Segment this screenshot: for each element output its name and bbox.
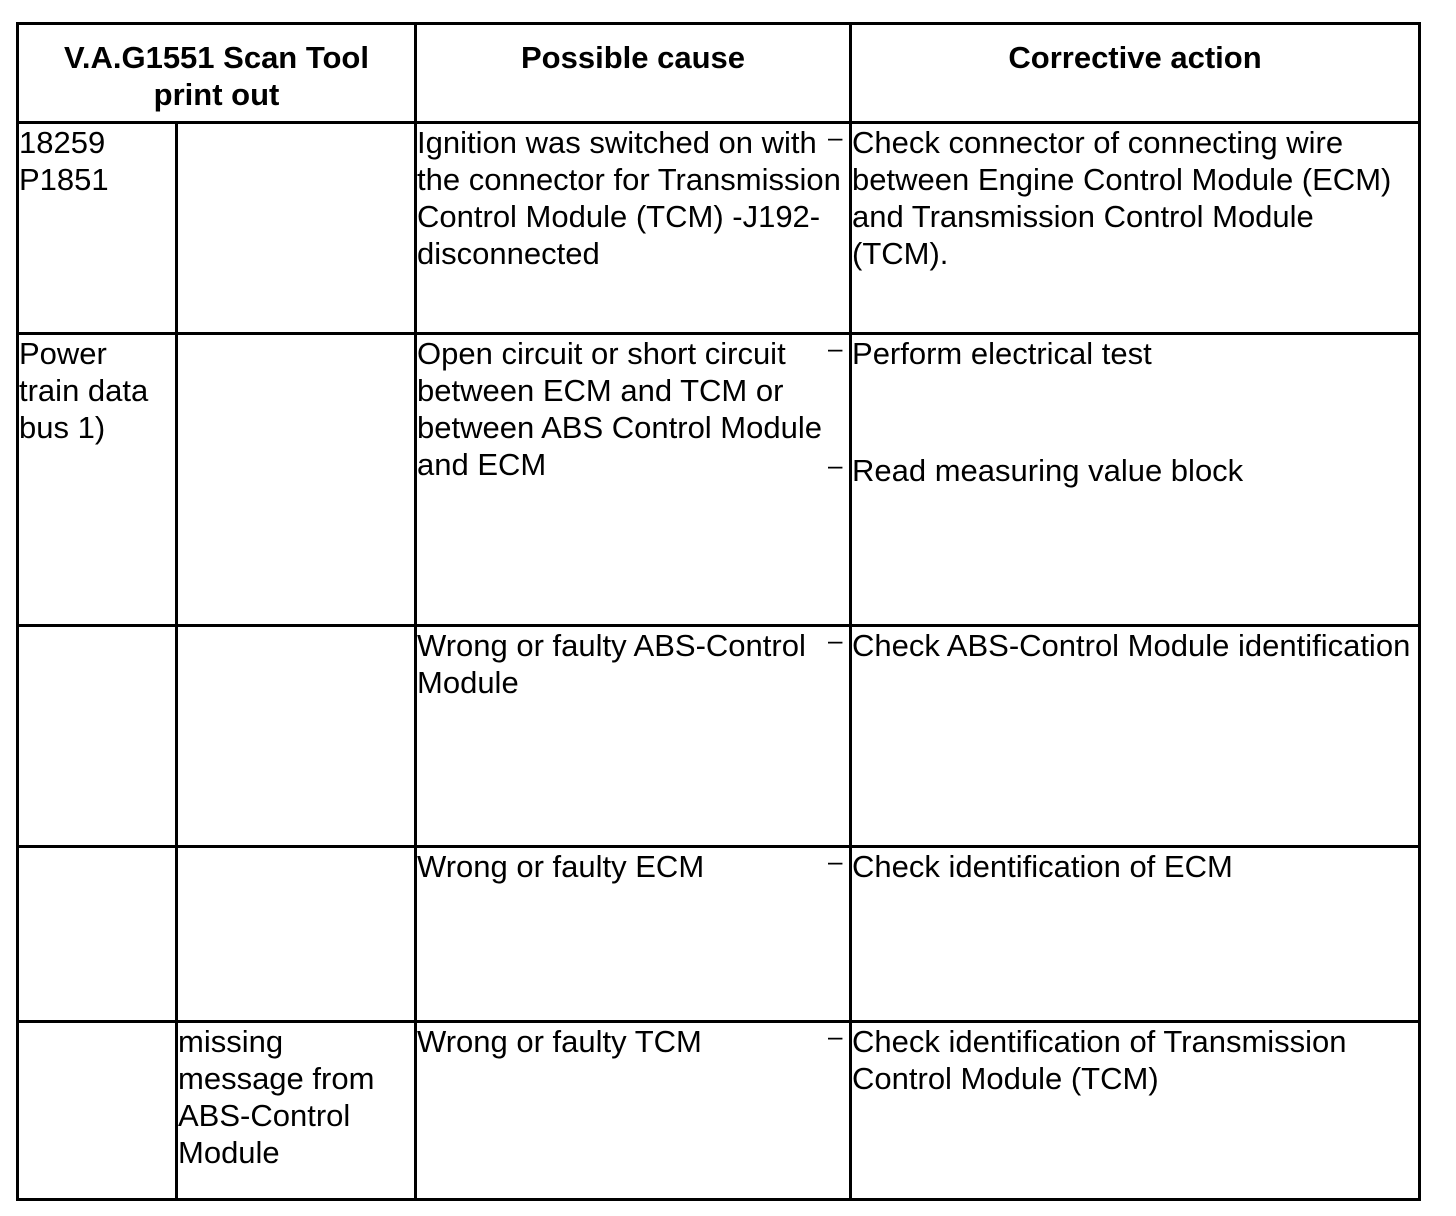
action-item bbox=[828, 846, 1418, 885]
action-text: Check ABS-Control Module identification bbox=[852, 628, 1411, 663]
action-text: Perform electrical test bbox=[852, 336, 1152, 371]
action-item bbox=[828, 122, 1418, 272]
action-text: Check identification of Transmission Control Module (TCM) bbox=[852, 1024, 1347, 1096]
bullet-dash: – bbox=[828, 333, 843, 363]
table-row bbox=[18, 1022, 1420, 1200]
fault-subtext-cell bbox=[177, 334, 416, 626]
action-text: Check identification of ECM bbox=[852, 849, 1233, 884]
table-row bbox=[18, 334, 1420, 626]
fault-code-cell: 18259 P1851 bbox=[18, 123, 177, 334]
action-item bbox=[828, 333, 1418, 372]
fault-subtext-cell bbox=[177, 847, 416, 1022]
bullet-dash: – bbox=[828, 846, 843, 876]
corrective-action-cell bbox=[828, 122, 1420, 334]
header-row bbox=[18, 24, 1420, 123]
corrective-action-cell bbox=[828, 1021, 1420, 1200]
possible-cause-cell: Open circuit or short circuit between ECM and TCM or between ABS Control Module and ECM bbox=[416, 334, 851, 626]
bullet-dash: – bbox=[828, 450, 843, 480]
diagnostic-table bbox=[16, 22, 1421, 1201]
possible-cause-cell: Wrong or faulty ABS-Control Module bbox=[416, 626, 851, 847]
fault-code-cell: Power train data bus 1) bbox=[18, 334, 177, 626]
action-item bbox=[828, 625, 1418, 664]
corrective-action-cell bbox=[828, 625, 1420, 847]
table-row bbox=[18, 847, 1420, 1022]
fault-code-cell bbox=[18, 1022, 177, 1200]
fault-code-cell bbox=[18, 626, 177, 847]
fault-code-cell bbox=[18, 847, 177, 1022]
fault-subtext-cell bbox=[177, 626, 416, 847]
corrective-action-cell bbox=[828, 846, 1420, 1022]
header-action: Corrective action bbox=[851, 24, 1420, 123]
header-cause: Possible cause bbox=[416, 24, 851, 123]
table-row bbox=[18, 626, 1420, 847]
corrective-action-cell bbox=[828, 333, 1420, 626]
bullet-dash: – bbox=[828, 122, 843, 152]
action-item bbox=[828, 450, 1418, 489]
bullet-dash: – bbox=[828, 625, 843, 655]
bullet-dash: – bbox=[828, 1021, 843, 1051]
action-item bbox=[828, 1021, 1418, 1097]
possible-cause-cell: Wrong or faulty TCM bbox=[416, 1022, 851, 1200]
table-row bbox=[18, 123, 1420, 334]
header-printout: V.A.G1551 Scan Tool print out bbox=[18, 24, 416, 123]
fault-subtext-cell bbox=[177, 123, 416, 334]
possible-cause-cell: Wrong or faulty ECM bbox=[416, 847, 851, 1022]
action-text: Check connector of connecting wire between Engine Control Module (ECM) and Transmission Control Module (TCM). bbox=[852, 125, 1392, 271]
fault-subtext-cell: missing message from ABS-Control Module bbox=[177, 1022, 416, 1200]
possible-cause-cell: Ignition was switched on with the connector for Transmission Control Module (TCM) -J192- disconnected bbox=[416, 123, 851, 334]
action-text: Read measuring value block bbox=[852, 453, 1244, 488]
